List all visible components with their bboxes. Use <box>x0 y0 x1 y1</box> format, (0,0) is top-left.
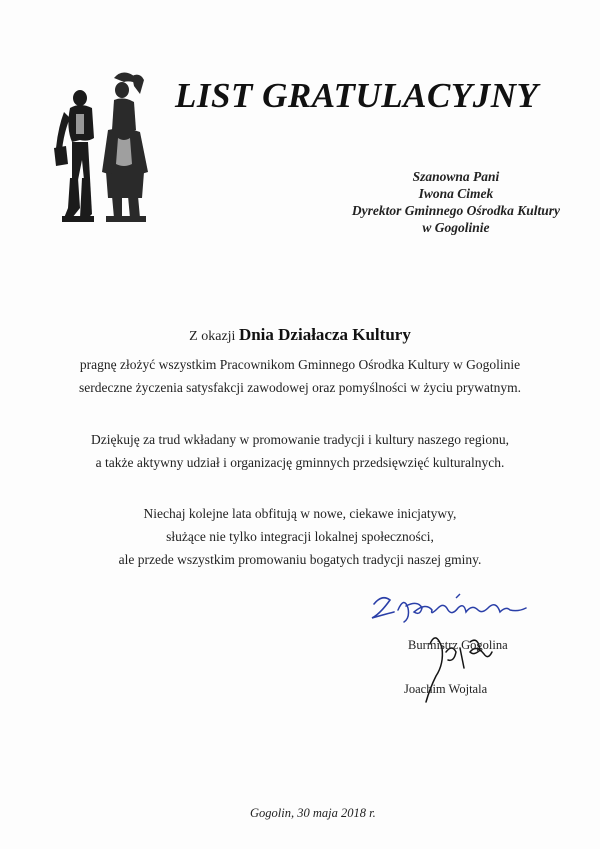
occasion-prefix: Z okazji <box>189 329 236 344</box>
paragraph-line: pragnę złożyć wszystkim Pracownikom Gminnego Ośrodka Kultury w Gogolinie <box>79 357 521 372</box>
paragraph-future <box>0 502 600 571</box>
sculpture-figures-icon <box>44 68 164 228</box>
signer-role: Burmistrz Gogolina <box>408 638 508 652</box>
paragraph-line: ale przede wszystkim promowaniu bogatych tradycji naszej gminy. <box>118 552 482 567</box>
addressee-block <box>352 168 560 236</box>
signer-name: Joachim Wojtala <box>404 682 488 696</box>
signature-block <box>360 590 560 710</box>
paragraph-line: serdeczne życzenia satysfakcji zawodowej oraz pomyślności w życiu prywatnym. <box>79 380 521 395</box>
addressee-position: Dyrektor Gminnego Ośrodka Kultury <box>351 203 560 218</box>
addressee-name: Iwona Cimek <box>418 186 494 201</box>
paragraph-line: służące nie tylko integracji lokalnej społeczności, <box>166 529 434 544</box>
paragraph-line: Dziękuję za trud wkładany w promowanie tradycji i kultury naszego regionu, <box>91 432 509 447</box>
paragraph-wishes <box>0 353 600 399</box>
paragraph-thanks <box>0 428 600 474</box>
occasion-line <box>0 325 600 345</box>
place-and-date: Gogolin, 30 maja 2018 r. <box>250 806 376 820</box>
occasion-emphasis: Dnia Działacza Kultury <box>238 325 411 344</box>
addressee-salutation: Szanowna Pani <box>412 169 500 184</box>
addressee-location: w Gogolinie <box>422 220 490 235</box>
letter-title: LIST GRATULACYJNY <box>175 76 539 115</box>
paragraph-line: Niechaj kolejne lata obfitują w nowe, ciekawe inicjatywy, <box>143 506 457 521</box>
paragraph-line: a także aktywny udział i organizację gminnych przedsięwzięć kulturalnych. <box>95 455 505 470</box>
